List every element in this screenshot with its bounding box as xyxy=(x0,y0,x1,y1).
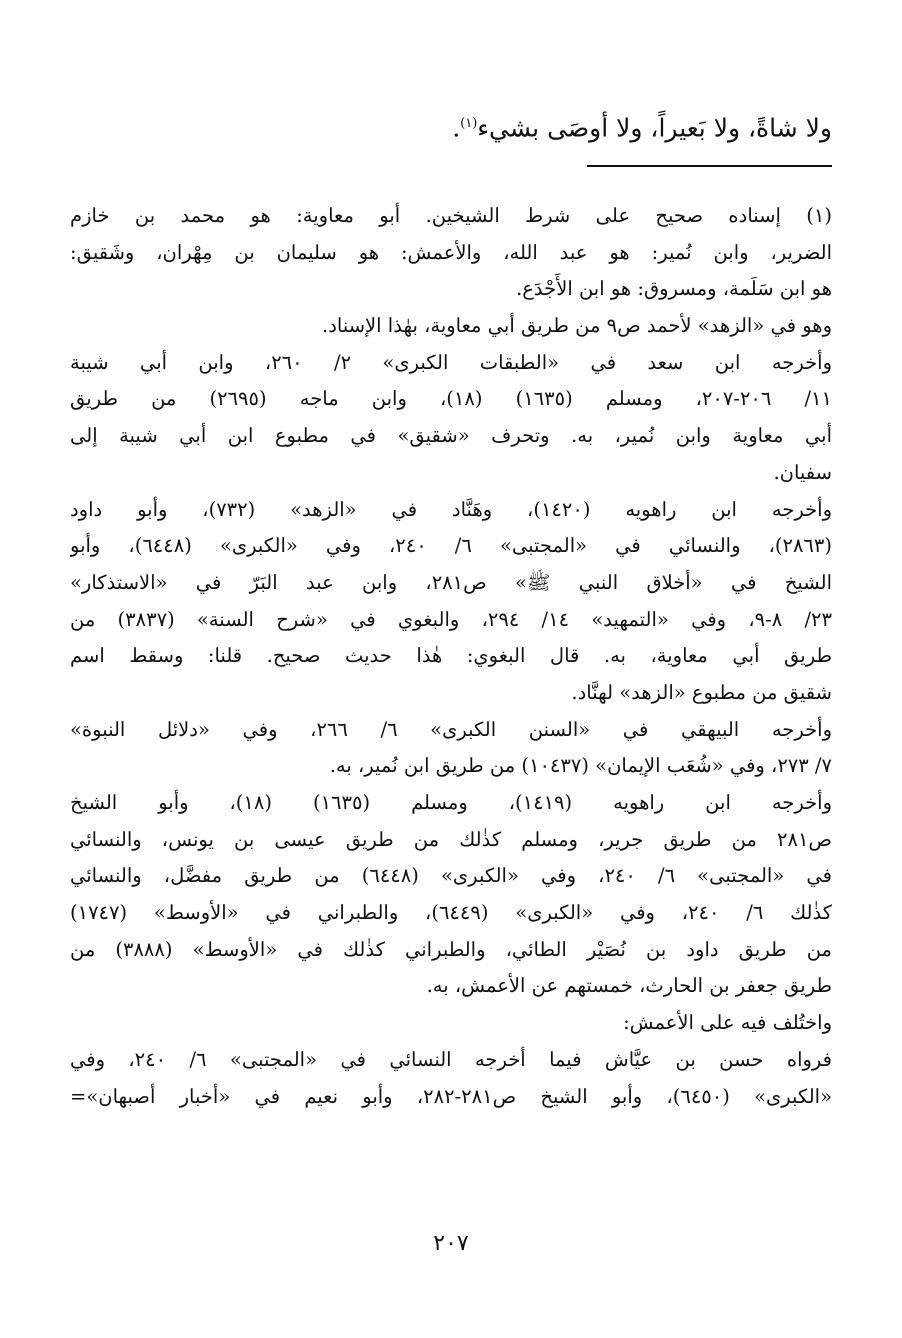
footnote-line: ٧/ ٢٧٣، وفي «شُعَب الإيمان» (١٠٤٣٧) من طريق ابن نُمير، به. xyxy=(329,754,832,778)
footnote-line: هو ابن سَلَمة، ومسروق: هو ابن الأَجْدَع. xyxy=(516,277,832,301)
footnotes xyxy=(70,198,832,1115)
footnote-line: في «المجتبى» ٦/ ٢٤٠، وفي «الكبرى» (٦٤٤٨) من طريق مفضَّل، والنسائي xyxy=(70,864,832,888)
footnote-line: وأخرجه ابن راهويه (١٤٢٠)، وهَنَّاد في «الزهد» (٧٣٢)، وأبو داود xyxy=(70,497,832,521)
footnote-line: ٢٣/ ٨-٩، وفي «التمهيد» ١٤/ ٢٩٤، والبغوي في «شرح السنة» (٣٨٣٧) من xyxy=(70,607,832,631)
footnote-paragraph-6 xyxy=(70,785,832,1005)
footnote-line: ص٢٨١ من طريق جرير، ومسلم كذٰلك من طريق عيسى بن يونس، والنسائي xyxy=(70,827,832,851)
footnote-paragraph-1 xyxy=(70,198,832,308)
footnote-line: الضرير، وابن نُمير: هو عبد الله، والأعمش: هو سليمان بن مِهْران، وشَقيق: xyxy=(70,240,832,264)
footnote-line: واختُلف فيه على الأعمش: xyxy=(623,1011,832,1035)
footnote-paragraph-3 xyxy=(70,345,832,492)
footnote-line: وأخرجه ابن سعد في «الطبقات الكبرى» ٢/ ٢٦٠، وابن أبي شيبة xyxy=(70,350,832,374)
footnote-line: شقيق من مطبوع «الزهد» لهنَّاد. xyxy=(571,680,832,704)
footnote-paragraph-2 xyxy=(70,308,832,345)
footnote-line: طريق جعفر بن الحارث، خمستهم عن الأعمش، به. xyxy=(426,974,832,998)
footnote-line: وأخرجه ابن راهويه (١٤١٩)، ومسلم (١٦٣٥) (١٨)، وأبو الشيخ xyxy=(70,791,832,814)
footnote-marker[interactable]: (١) xyxy=(460,116,478,131)
footnote-line: وأخرجه البيهقي في «السنن الكبرى» ٦/ ٢٦٦، وفي «دلائل النبوة» xyxy=(70,717,832,741)
footnote-paragraph-4 xyxy=(70,492,832,712)
footnote-separator xyxy=(587,165,832,167)
footnote-line: ١١/ ٢٠٦-٢٠٧، ومسلم (١٦٣٥) (١٨)، وابن ماجه (٢٦٩٥) من طريق xyxy=(70,387,832,411)
footnote-paragraph-7 xyxy=(70,1005,832,1042)
page-number: ٢٠٧ xyxy=(433,1231,469,1256)
footnote-line: من طريق داود بن نُصَيْر الطائي، والطبراني كذٰلك في «الأوسط» (٣٨٨٨) من xyxy=(70,937,832,961)
footnote-line: أبي معاوية وابن نُمير، به. وتحرف «شقيق» في مطبوع ابن أبي شيبة إلى xyxy=(70,424,832,448)
footnote-line: (٢٨٦٣)، والنسائي في «المجتبى» ٦/ ٢٤٠، وفي «الكبرى» (٦٤٤٨)، وأبو xyxy=(70,534,832,558)
footnote-line: طريق أبي معاوية، به. قال البغوي: هٰذا حديث صحيح. قلنا: وسقط اسم xyxy=(70,644,832,668)
footnote-paragraph-5 xyxy=(70,712,832,785)
footnote-line: (١) إسناده صحيح على شرط الشيخين. أبو معاوية: هو محمد بن خازم xyxy=(70,204,832,227)
main-text-line xyxy=(132,104,832,148)
footnote-line: «الكبرى» (٦٤٥٠)، وأبو الشيخ ص٢٨١-٢٨٢، وأبو نعيم في «أخبار أصبهان»= xyxy=(70,1084,832,1108)
footnote-paragraph-8 xyxy=(70,1042,832,1115)
footnote-line: سفيان. xyxy=(773,460,832,484)
footnote-line: كذٰلك ٦/ ٢٤٠، وفي «الكبرى» (٦٤٤٩)، والطبراني في «الأوسط» (١٧٤٧) xyxy=(70,901,832,925)
footnote-line: فرواه حسن بن عيَّاش فيما أخرجه النسائي في «المجتبى» ٦/ ٢٤٠، وفي xyxy=(70,1047,832,1071)
main-text-end: . xyxy=(452,113,461,143)
main-text: ولا شاةً، ولا بَعيراً، ولا أوصَى بشيء xyxy=(477,113,832,143)
footnote-line: الشيخ في «أخلاق النبي ﷺ» ص٢٨١، وابن عبد البَرّ في «الاستذكار» xyxy=(70,570,832,594)
footnote-line: وهو في «الزهد» لأحمد ص٩ من طريق أبي معاوية، بهٰذا الإسناد. xyxy=(322,314,832,338)
